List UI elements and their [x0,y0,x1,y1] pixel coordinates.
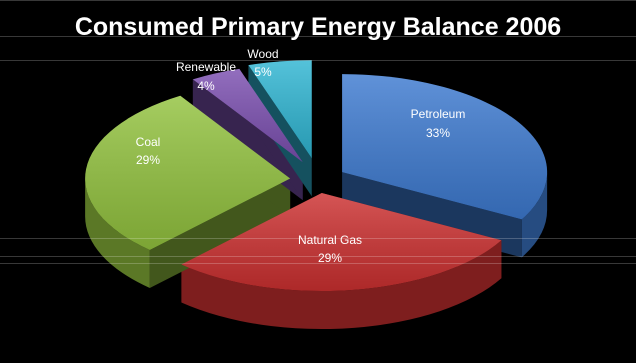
scanline [0,60,636,61]
slice-label-renewable: Renewable [175,60,237,74]
slice-value-renewable: 4% [197,79,215,93]
slice-value-coal: 29% [135,153,161,167]
slice-value-wood: 5% [254,65,272,79]
slice-value-natural-gas: 29% [317,251,343,265]
scanline [0,0,636,1]
scanline [0,263,636,264]
chart-title: Consumed Primary Energy Balance 2006 [74,13,562,41]
slice-value-petroleum: 33% [425,126,451,140]
slice-label-coal: Coal [135,135,161,149]
slice-label-wood: Wood [247,47,279,61]
slice-label-petroleum: Petroleum [410,107,466,121]
scanline [0,36,636,37]
slice-label-natural-gas: Natural Gas [297,233,363,247]
scanline [0,256,636,257]
scanline [0,238,636,239]
